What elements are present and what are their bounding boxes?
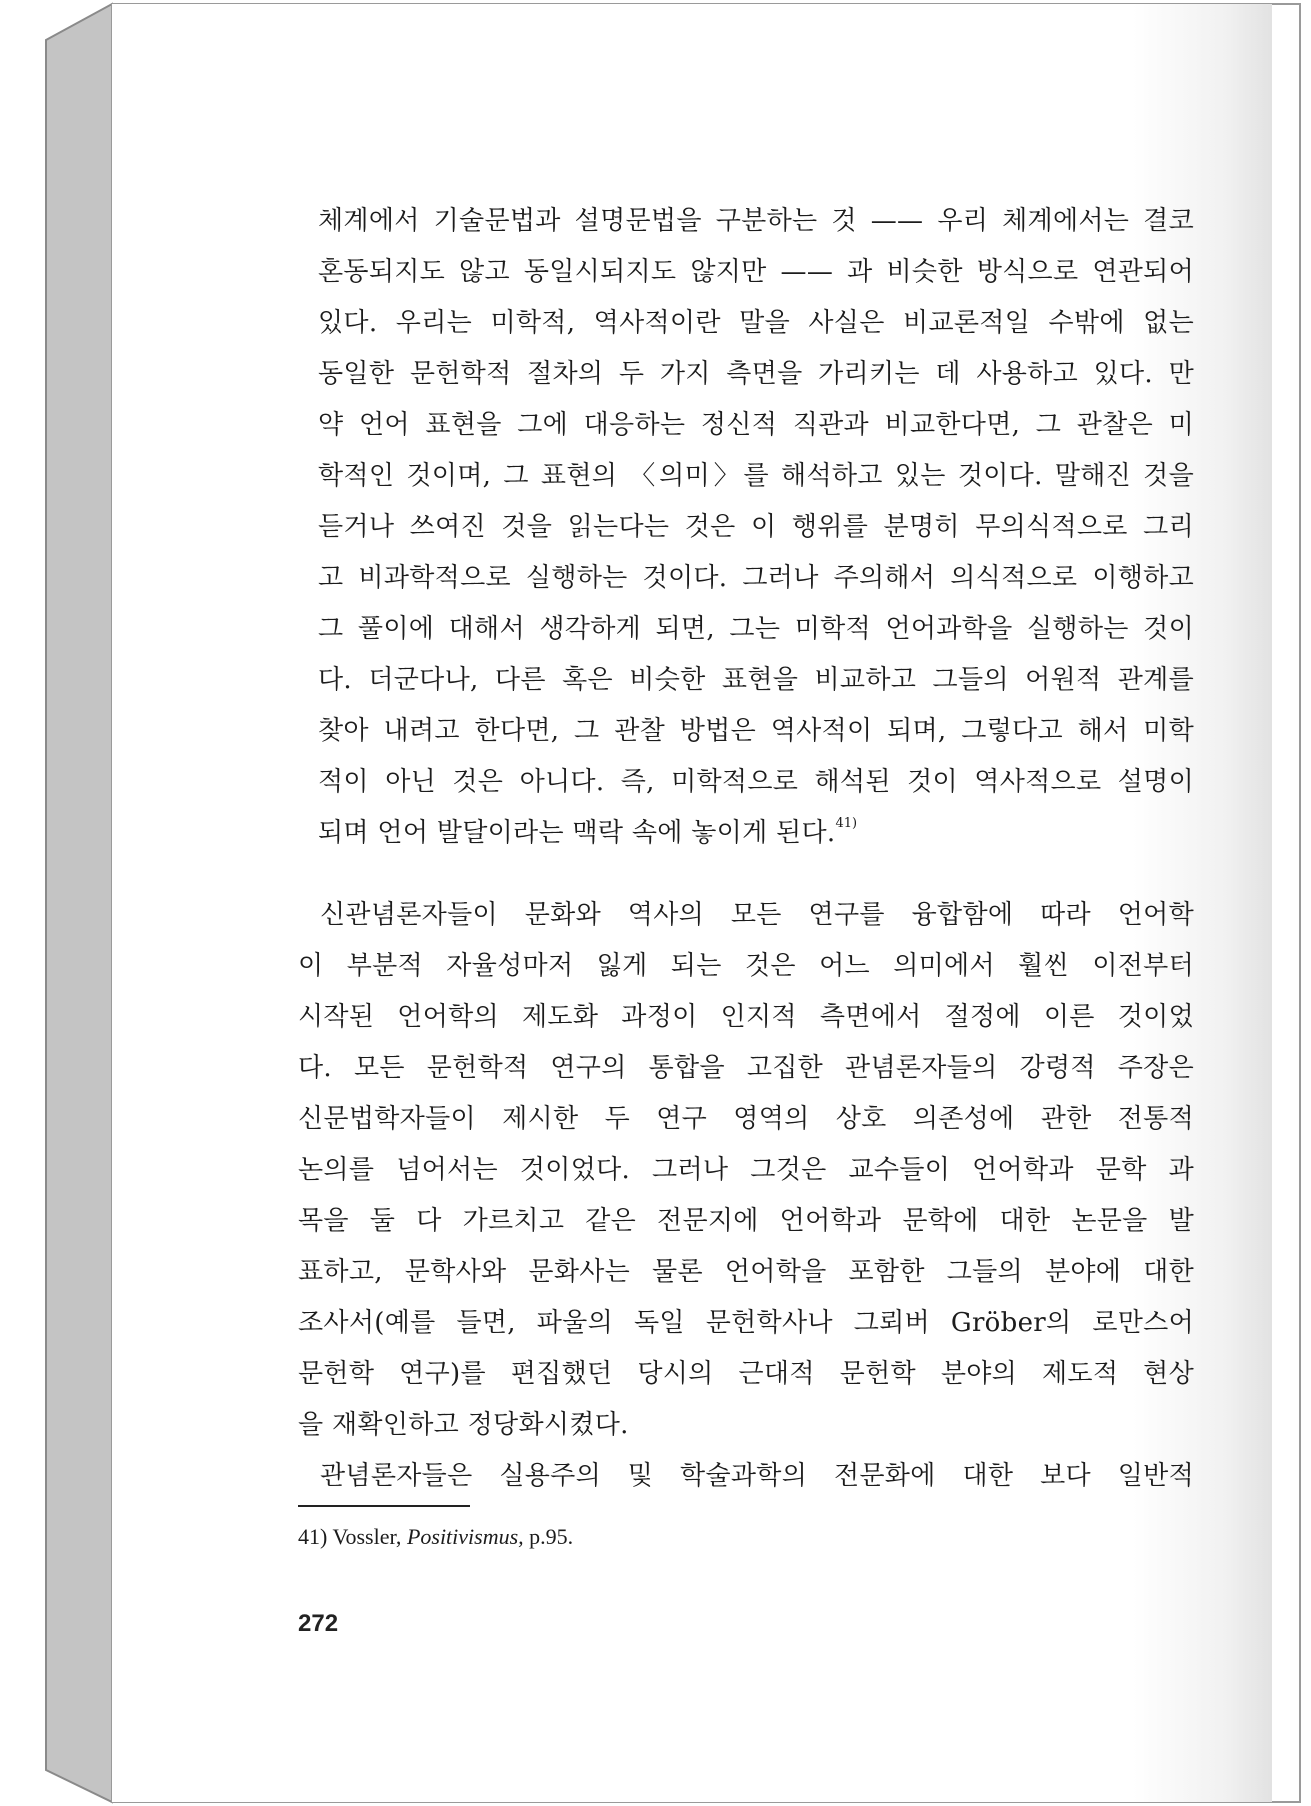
footnote-page: p.95. (529, 1524, 574, 1549)
page-number: 272 (298, 1610, 339, 1637)
quote-line: 약 언어 표현을 그에 대응하는 정신적 직관과 비교한다면, 그 관찰은 미 (318, 410, 1194, 440)
paragraph-line: 시작된 언어학의 제도화 과정이 인지적 측면에서 절정에 이른 것이었 (298, 1002, 1194, 1032)
quote-line: 되며 언어 발달이라는 맥락 속에 놓이게 된다. (318, 818, 836, 848)
paragraph-line: 을 재확인하고 정당화시켰다. (298, 1410, 629, 1440)
footnote-author: Vossler, (332, 1524, 402, 1549)
paragraph-line: 신문법학자들이 제시한 두 연구 영역의 상호 의존성에 관한 전통적 (298, 1104, 1194, 1134)
quote-line: 학적인 것이며, 그 표현의 〈의미〉를 해석하고 있는 것이다. 말해진 것을 (318, 461, 1194, 491)
paragraph-line: 문헌학 연구)를 편집했던 당시의 근대적 문헌학 분야의 제도적 현상 (298, 1359, 1194, 1389)
quote-line: 그 풀이에 대해서 생각하게 되면, 그는 미학적 언어과학을 실행하는 것이 (318, 614, 1194, 644)
paragraph-line: 논의를 넘어서는 것이었다. 그러나 그것은 교수들이 언어학과 문학 과 (298, 1155, 1194, 1185)
paragraph-line: 표하고, 문학사와 문화사는 물론 언어학을 포함한 그들의 분야에 대한 (298, 1257, 1194, 1287)
footnote-number: 41) (298, 1524, 328, 1549)
quote-line: 동일한 문헌학적 절차의 두 가지 측면을 가리키는 데 사용하고 있다. 만 (318, 359, 1194, 389)
quote-line: 찾아 내려고 한다면, 그 관찰 방법은 역사적이 되며, 그렇다고 해서 미학 (318, 716, 1194, 746)
quote-line: 고 비과학적으로 실행하는 것이다. 그러나 주의해서 의식적으로 이행하고 (318, 563, 1194, 593)
block-quote (318, 196, 1194, 859)
quote-line: 체계에서 기술문법과 설명문법을 구분하는 것 —— 우리 체계에서는 결코 (318, 206, 1194, 236)
quote-line: 있다. 우리는 미학적, 역사적이란 말을 사실은 비교론적일 수밖에 없는 (318, 308, 1194, 338)
quote-line: 적이 아닌 것은 아니다. 즉, 미학적으로 해석된 것이 역사적으로 설명이 (318, 767, 1194, 797)
quote-line: 듣거나 쓰여진 것을 읽는다는 것은 이 행위를 분명히 무의식적으로 그리 (318, 512, 1194, 542)
quote-line: 다. 더군다나, 다른 혹은 비슷한 표현을 비교하고 그들의 어원적 관계를 (318, 665, 1194, 695)
footnote-reference: 41) (835, 816, 858, 831)
paragraph-line: 신관념론자들이 문화와 역사의 모든 연구를 융합함에 따라 언어학 (320, 900, 1194, 930)
body-text (298, 890, 1194, 1502)
footnote-title: Positivismus, (406, 1524, 524, 1549)
quote-last-line (318, 808, 1194, 859)
paragraph-line: 이 부분적 자율성마저 잃게 되는 것은 어느 의미에서 훨씬 이전부터 (298, 951, 1194, 981)
footnote-divider (298, 1505, 470, 1507)
paragraph-line: 조사서(예를 들면, 파울의 독일 문헌학사나 그뢰버 Gröber의 로만스어 (298, 1308, 1194, 1338)
quote-line: 혼동되지도 않고 동일시되지도 않지만 —— 과 비슷한 방식으로 연관되어 (318, 257, 1194, 287)
paragraph-line: 목을 둘 다 가르치고 같은 전문지에 언어학과 문학에 대한 논문을 발 (298, 1206, 1194, 1236)
paragraph-line: 다. 모든 문헌학적 연구의 통합을 고집한 관념론자들의 강령적 주장은 (298, 1053, 1194, 1083)
footnote (298, 1524, 573, 1550)
paragraph-line: 관념론자들은 실용주의 및 학술과학의 전문화에 대한 보다 일반적 (320, 1461, 1194, 1491)
